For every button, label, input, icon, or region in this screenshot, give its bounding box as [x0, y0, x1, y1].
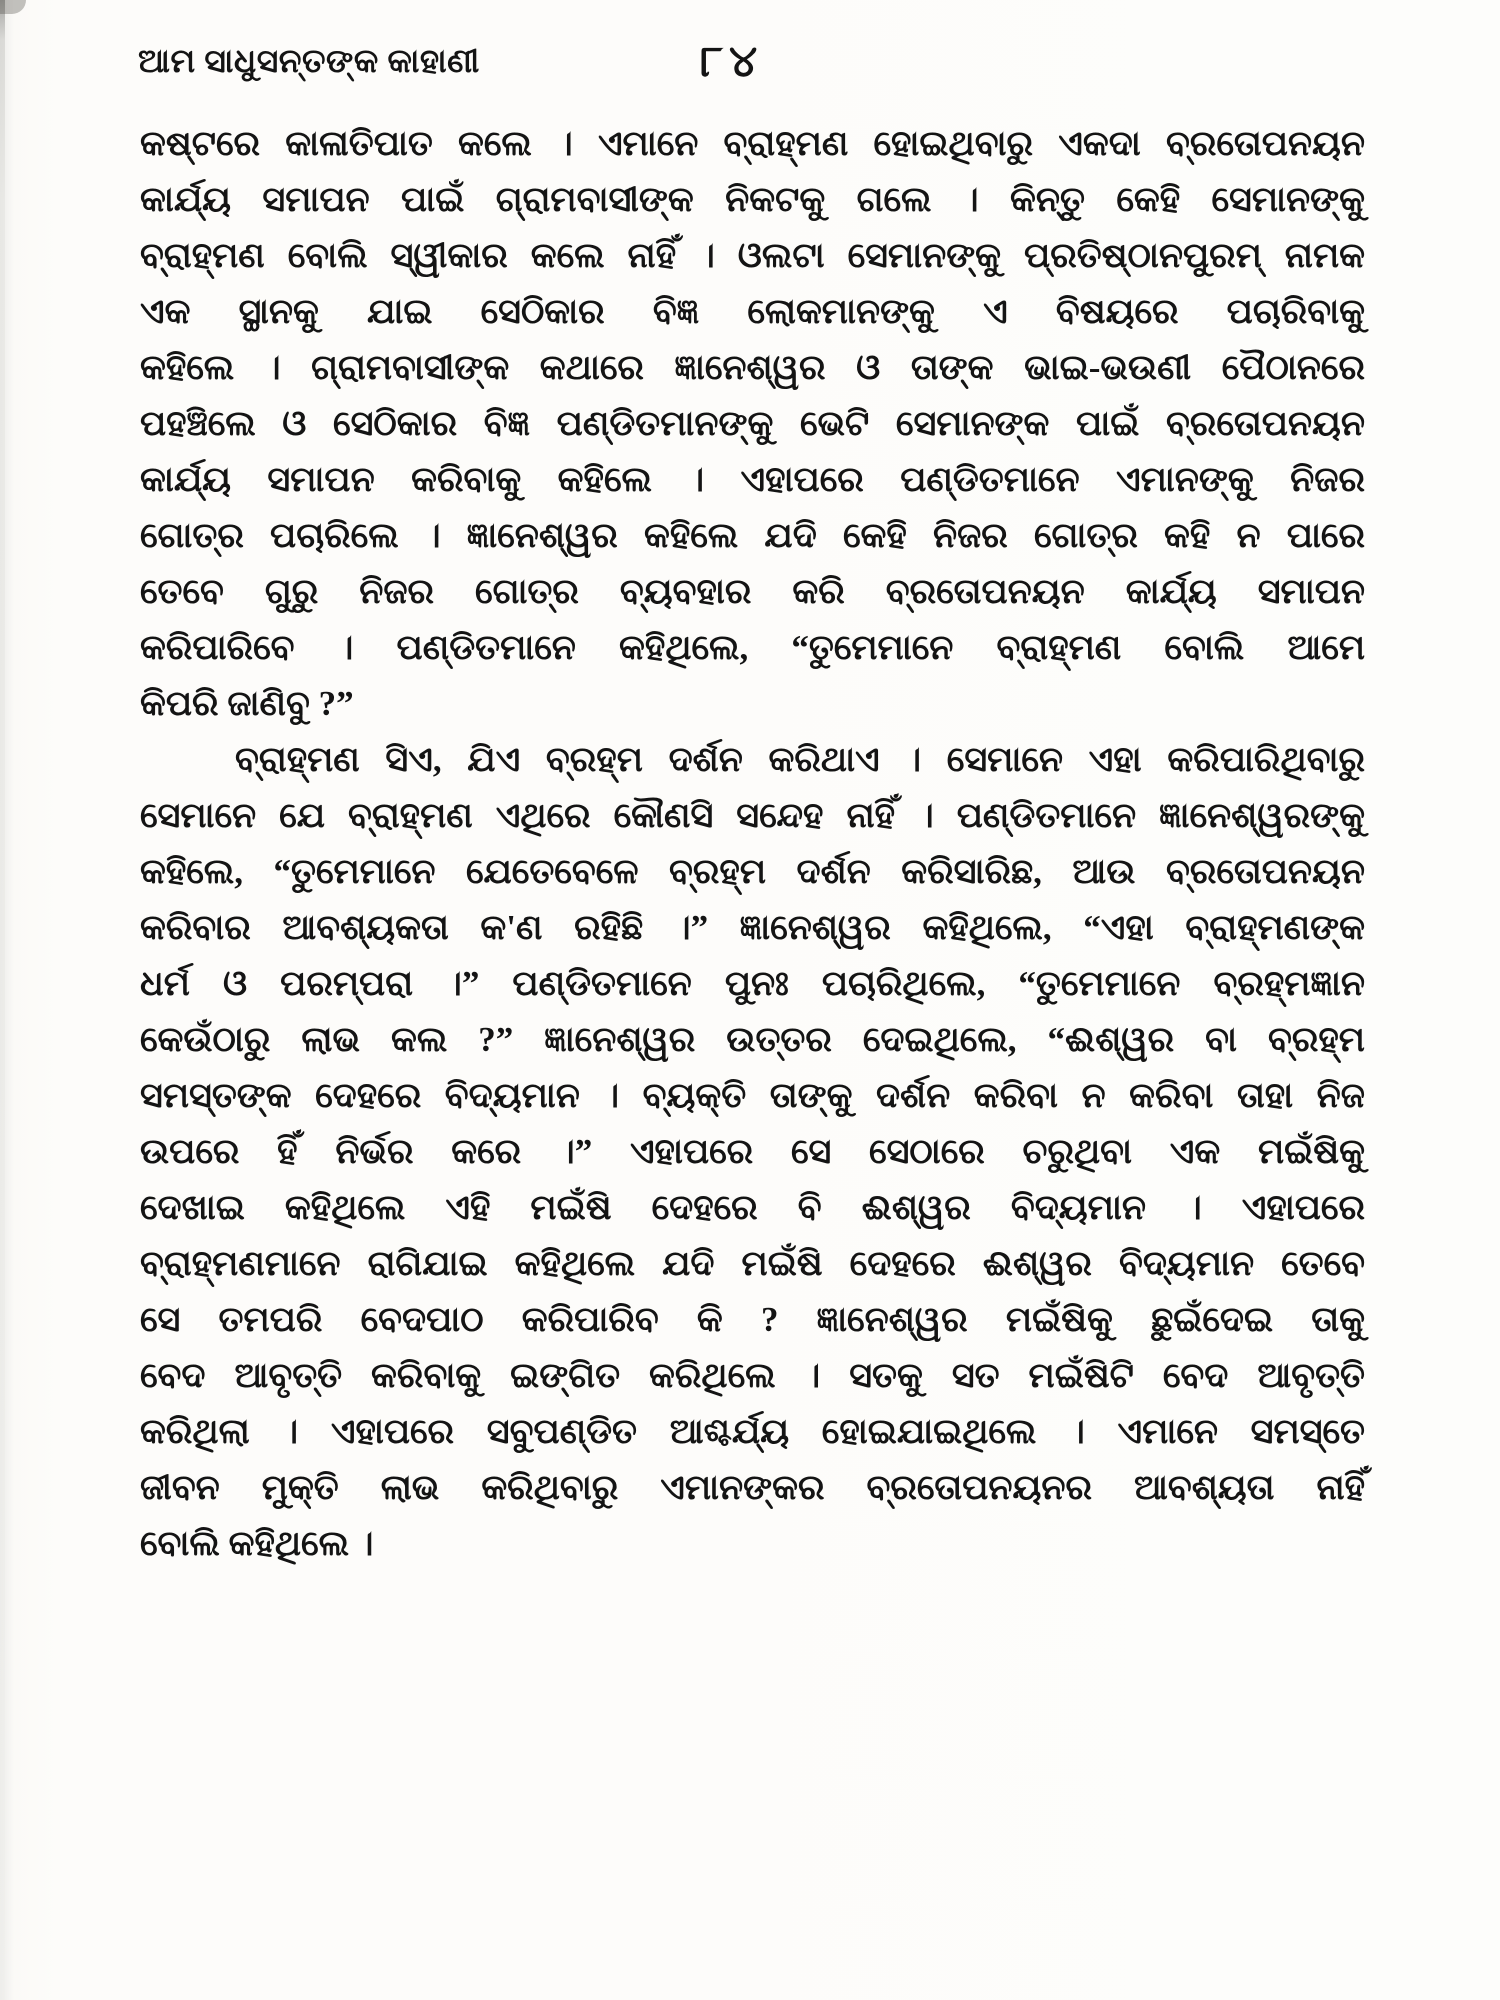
text-line: ବ୍ରାହ୍ମଣ ସିଏ, ଯିଏ ବ୍ରହ୍ମ ଦର୍ଶନ କରିଥାଏ । ସେମାନେ ଏହା କରିପାରିଥିବାରୁ: [235, 740, 1365, 779]
text-line: ବ୍ରାହ୍ମଣମାନେ ରାଗିଯାଇ କହିଥିଲେ ଯଦି ମଇଁଷି ଦେହରେ ଈଶ୍ୱର ବିଦ୍ୟମାନ ତେବେ: [140, 1244, 1365, 1283]
scan-corner-artifact: [0, 0, 26, 14]
text-line: ବୋଲି କହିଥିଲେ ।: [140, 1524, 374, 1563]
text-line: କହିଲେ । ଗ୍ରାମବାସୀଙ୍କ କଥାରେ ଜ୍ଞାନେଶ୍ୱର ଓ ତାଙ୍କ ଭାଇ-ଭଉଣୀ ପୈଠାନରେ: [140, 348, 1365, 387]
book-title: ଆମ ସାଧୁସନ୍ତଙ୍କ କାହାଣୀ: [138, 44, 480, 80]
paragraph: [140, 116, 1365, 732]
text-line: କିପରି ଜାଣିବୁ ?”: [140, 684, 354, 723]
text-line: କରିବାର ଆବଶ୍ୟକତା କ'ଣ ରହିଛି ।” ଜ୍ଞାନେଶ୍ୱର କହିଥିଲେ, “ଏହା ବ୍ରାହ୍ମଣଙ୍କ: [140, 908, 1365, 947]
text-line: କାର୍ଯ୍ୟ ସମାପନ ପାଇଁ ଗ୍ରାମବାସୀଙ୍କ ନିକଟକୁ ଗଲେ । କିନ୍ତୁ କେହି ସେମାନଙ୍କୁ: [140, 180, 1365, 219]
text-line: କଷ୍ଟରେ କାଳାତିପାତ କଲେ । ଏମାନେ ବ୍ରାହ୍ମଣ ହୋଇଥିବାରୁ ଏକଦା ବ୍ରତୋପନୟନ: [140, 124, 1365, 163]
text-line: ସେ ତମପରି ବେଦପାଠ କରିପାରିବ କି ? ଜ୍ଞାନେଶ୍ୱର ମଇଁଷିକୁ ଛୁଇଁଦେଇ ତାକୁ: [140, 1300, 1365, 1339]
body-text: [140, 116, 1365, 1572]
text-line: ଗୋତ୍ର ପଚାରିଲେ । ଜ୍ଞାନେଶ୍ୱର କହିଲେ ଯଦି କେହି ନିଜର ଗୋତ୍ର କହି ନ ପାରେ: [140, 516, 1365, 555]
text-line: କରିଥିଲା । ଏହାପରେ ସବୁପଣ୍ଡିତ ଆଶ୍ଚର୍ଯ୍ୟ ହୋଇଯାଇଥିଲେ । ଏମାନେ ସମସ୍ତେ: [140, 1412, 1365, 1451]
page-number: ୮୪: [700, 37, 764, 86]
text-line: ତେବେ ଗୁରୁ ନିଜର ଗୋତ୍ର ବ୍ୟବହାର କରି ବ୍ରତୋପନୟନ କାର୍ଯ୍ୟ ସମାପନ: [140, 572, 1365, 611]
page-header: [0, 36, 1500, 96]
text-line: ଜୀବନ ମୁକ୍ତି ଲାଭ କରିଥିବାରୁ ଏମାନଙ୍କର ବ୍ରତୋପନୟନର ଆବଶ୍ୟତା ନାହିଁ: [140, 1468, 1365, 1507]
text-line: ଉପରେ ହିଁ ନିର୍ଭର କରେ ।” ଏହାପରେ ସେ ସେଠାରେ ଚରୁଥିବା ଏକ ମଇଁଷିକୁ: [140, 1132, 1365, 1171]
text-line: ପହଞ୍ଚିଲେ ଓ ସେଠିକାର ବିଜ୍ଞ ପଣ୍ଡିତମାନଙ୍କୁ ଭେଟି ସେମାନଙ୍କ ପାଇଁ ବ୍ରତୋପନୟନ: [140, 404, 1365, 443]
text-line: କେଉଁଠାରୁ ଲାଭ କଲ ?” ଜ୍ଞାନେଶ୍ୱର ଉତ୍ତର ଦେଇଥିଲେ, “ଈଶ୍ୱର ବା ବ୍ରହ୍ମ: [140, 1020, 1365, 1059]
text-line: ଧର୍ମ ଓ ପରମ୍ପରା ।” ପଣ୍ଡିତମାନେ ପୁନଃ ପଚାରିଥିଲେ, “ତୁମେମାନେ ବ୍ରହ୍ମଜ୍ଞାନ: [140, 964, 1365, 1003]
scan-edge-shadow: [0, 0, 5, 2000]
text-line: କାର୍ଯ୍ୟ ସମାପନ କରିବାକୁ କହିଲେ । ଏହାପରେ ପଣ୍ଡିତମାନେ ଏମାନଙ୍କୁ ନିଜର: [140, 460, 1365, 499]
text-line: କରିପାରିବେ । ପଣ୍ଡିତମାନେ କହିଥିଲେ, “ତୁମେମାନେ ବ୍ରାହ୍ମଣ ବୋଲି ଆମେ: [140, 628, 1365, 667]
paragraph: [140, 732, 1365, 1572]
text-line: ବ୍ରାହ୍ମଣ ବୋଲି ସ୍ୱୀକାର କଲେ ନାହିଁ । ଓଲଟା ସେମାନଙ୍କୁ ପ୍ରତିଷ୍ଠାନପୁରମ୍ ନାମକ: [140, 236, 1365, 275]
text-line: ଦେଖାଇ କହିଥିଲେ ଏହି ମଇଁଷି ଦେହରେ ବି ଈଶ୍ୱର ବିଦ୍ୟମାନ । ଏହାପରେ: [140, 1188, 1365, 1227]
text-line: ବେଦ ଆବୃତ୍ତି କରିବାକୁ ଇଙ୍ଗିତ କରିଥିଲେ । ସତକୁ ସତ ମଇଁଷିଟି ବେଦ ଆବୃତ୍ତି: [140, 1356, 1365, 1395]
text-line: କହିଲେ, “ତୁମେମାନେ ଯେତେବେଳେ ବ୍ରହ୍ମ ଦର୍ଶନ କରିସାରିଛ, ଆଉ ବ୍ରତୋପନୟନ: [140, 852, 1365, 891]
text-line: ସମସ୍ତଙ୍କ ଦେହରେ ବିଦ୍ୟମାନ । ବ୍ୟକ୍ତି ତାଙ୍କୁ ଦର୍ଶନ କରିବା ନ କରିବା ତାହା ନିଜ: [140, 1076, 1365, 1115]
text-line: ଏକ ସ୍ଥାନକୁ ଯାଇ ସେଠିକାର ବିଜ୍ଞ ଲୋକମାନଙ୍କୁ ଏ ବିଷୟରେ ପଚାରିବାକୁ: [140, 292, 1365, 331]
text-line: ସେମାନେ ଯେ ବ୍ରାହ୍ମଣ ଏଥିରେ କୌଣସି ସନ୍ଦେହ ନାହିଁ । ପଣ୍ଡିତମାନେ ଜ୍ଞାନେଶ୍ୱରଙ୍କୁ: [140, 796, 1365, 835]
